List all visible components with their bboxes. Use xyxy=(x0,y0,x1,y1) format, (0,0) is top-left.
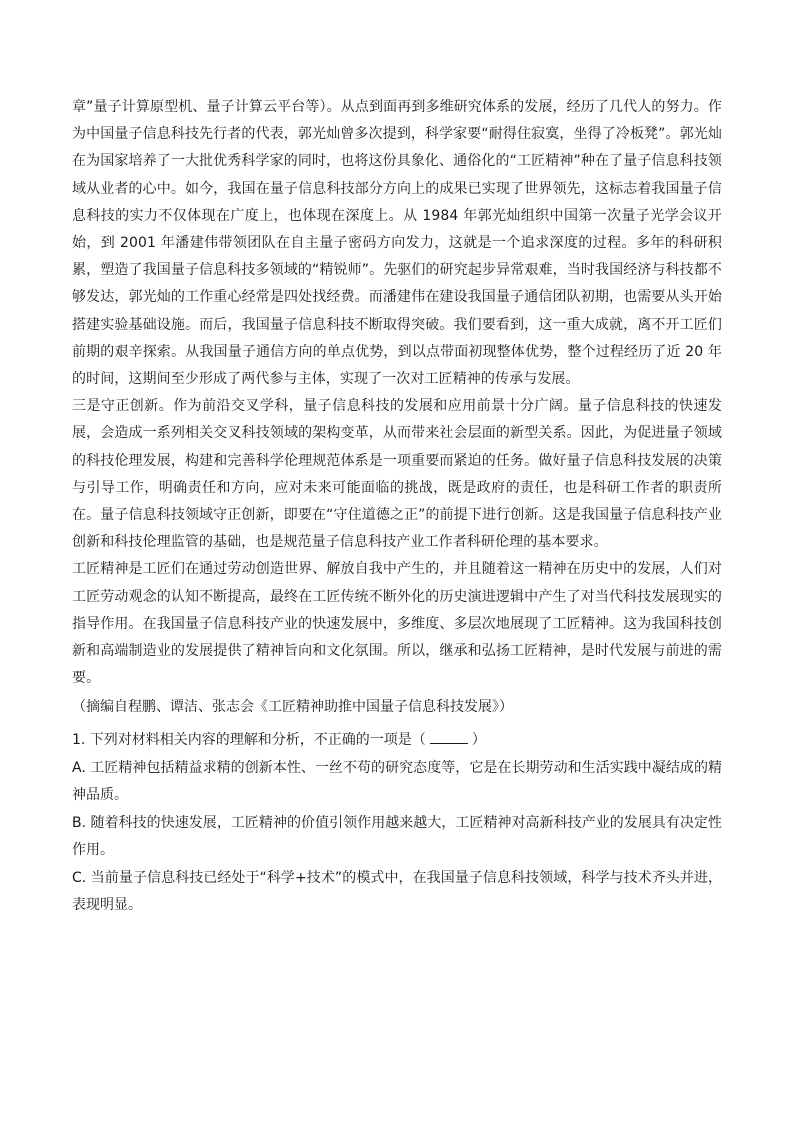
article-source: （摘编自程鹏、谭洁、张志会《工匠精神助推中国量子信息科技发展》） xyxy=(72,699,513,716)
answer-blank[interactable] xyxy=(430,729,468,744)
document-page xyxy=(72,94,722,920)
option-a: A. 工匠精神包括精益求精的创新本性、一丝不苟的研究态度等，它是在长期劳动和生活实践中凝结成的精神品质。 xyxy=(72,759,722,804)
question-stem xyxy=(72,726,722,755)
question-stem-text: 1. 下列对材料相关内容的理解和分析，不正确的一项是（ xyxy=(72,731,426,748)
question-stem-close: ） xyxy=(471,731,486,748)
article-paragraph: 章”量子计算原型机、量子计算云平台等）。从点到面再到多维研究体系的发展，经历了几代人的努力。作为中国量子信息科技先行者的代表，郭光灿曾多次提到，科学家要“耐得住寂寞，坐得了冷板凳”。郭光灿在为国家培养了一大批优秀科学家的同时，也将这份具象化、通俗化的“工匠精神”种在了量子信息科技领域从业者的心中。如今，我国在量子信息科技部分方向上的成果已实现了世界领先，这标志着我国量子信息科技的实力不仅体现在广度上，也体现在深度上。从 1984 年郭光灿组织中国第一次量子光学会议开始，到 2001 年潘建伟带领团队在自主量子密码方向发力，这就是一个追求深度的过程。多年的科研积累，塑造了我国量子信息科技多领域的“精锐师”。先驱们的研究起步异常艰难，当时我国经济与科技都不够发达，郭光灿的工作重心经常是四处找经费。而潘建伟在建设我国量子通信团队初期，也需要从头开始搭建实验基础设施。而后，我国量子信息科技不断取得突破。我们要看到，这一重大成就，离不开工匠们前期的艰辛探索。从我国量子通信方向的单点优势，到以点带面初现整体优势，整个过程经历了近 20 年的时间，这期间至少形成了两代参与主体，实现了一次对工匠精神的传承与发展。 xyxy=(72,99,722,388)
article-paragraph: 三是守正创新。作为前沿交叉学科，量子信息科技的发展和应用前景十分广阔。量子信息科技的快速发展，会造成一系列相关交叉科技领域的架构变革，从而带来社会层面的新型关系。因此，为促进量子领域的科技伦理发展，构建和完善科学伦理规范体系是一项重要而紧迫的任务。做好量子信息科技发展的决策与引导工作，明确责任和方向，应对未来可能面临的挑战，既是政府的责任，也是科研工作者的职责所在。量子信息科技领域守正创新，即要在“守住道德之正”的前提下进行创新。这是我国量子信息科技产业创新和科技伦理监管的基础，也是规范量子信息科技产业工作者科研伦理的基本要求。 xyxy=(72,398,722,551)
option-b: B. 随着科技的快速发展，工匠精神的价值引领作用越来越大，工匠精神对高新科技产业的发展具有决定性作用。 xyxy=(72,814,722,859)
option-c: C. 当前量子信息科技已经处于“科学+技术”的模式中，在我国量子信息科技领域，科学与技术齐头并进，表现明显。 xyxy=(72,869,722,914)
article-paragraph: 工匠精神是工匠们在通过劳动创造世界、解放自我中产生的，并且随着这一精神在历史中的发展，人们对工匠劳动观念的认知不断提高，最终在工匠传统不断外化的历史演进逻辑中产生了对当代科技发展现实的指导作用。在我国量子信息科技产业的快速发展中，多维度、多层次地展现了工匠精神。这为我国科技创新和高端制造业的发展提供了精神旨向和文化氛围。所以，继承和弘扬工匠精神，是时代发展与前进的需要。 xyxy=(72,561,722,687)
